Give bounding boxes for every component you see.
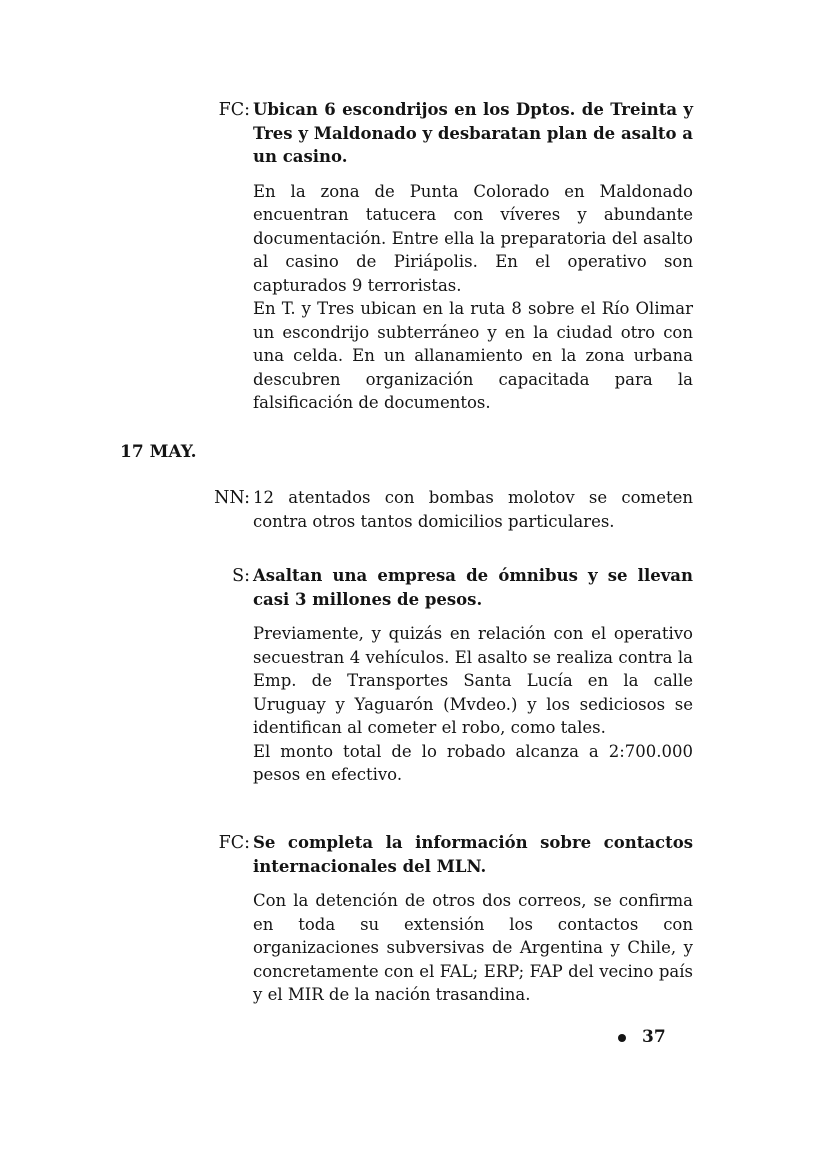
date-heading: 17 MAY. <box>120 442 197 462</box>
bullet-icon <box>618 1034 626 1042</box>
entry-paragraph: 12 atentados con bombas molotov se cometen contra otros tantos domicilios particulares. <box>253 488 693 531</box>
page-number-text: 37 <box>642 1027 666 1047</box>
entry-headline: Ubican 6 escondrijos en los Dptos. de Treinta y Tres y Maldonado y desbaratan plan de asalto a un casino. <box>253 100 693 166</box>
source-label: NN: <box>214 488 250 508</box>
entry-paragraph: En la zona de Punta Colorado en Maldonado encuentran tatucera con víveres y abundante documentación. Entre ella la preparatoria del asalto al casino de Piriápolis. En el operativo son capturados 9 terroristas. <box>253 181 693 295</box>
page-number <box>618 1025 666 1049</box>
entry-headline: Asaltan una empresa de ómnibus y se llevan casi 3 millones de pesos. <box>253 566 693 609</box>
entry-paragraph: Previamente, y quizás en relación con el operativo secuestran 4 vehículos. El asalto se realiza contra la Emp. de Transportes Santa Lucía en la calle Uruguay y Yaguarón (Mvdeo.) y los sediciosos se identifican al cometer el robo, como tales. <box>253 624 693 737</box>
entry-paragraph: El monto total de lo robado alcanza a 2:700.000 pesos en efectivo. <box>253 741 693 784</box>
source-label: S: <box>232 566 250 586</box>
entry-paragraph: Con la detención de otros dos correos, se confirma en toda su extensión los contactos con organizaciones subversivas de Argentina y Chile, y concretamente con el FAL; ERP; FAP del vecino país y el MIR de la nación trasandina. <box>253 891 693 1004</box>
source-label: FC: <box>218 100 250 120</box>
source-label: FC: <box>218 833 250 853</box>
entry-paragraph: En T. y Tres ubican en la ruta 8 sobre el Río Olimar un escondrijo subterráneo y en la ciudad otro con una celda. En un allanamiento en la zona urbana descubren organización capacitada para la falsificación de documentos. <box>253 299 693 412</box>
entry-headline: Se completa la información sobre contactos internacionales del MLN. <box>253 833 693 876</box>
